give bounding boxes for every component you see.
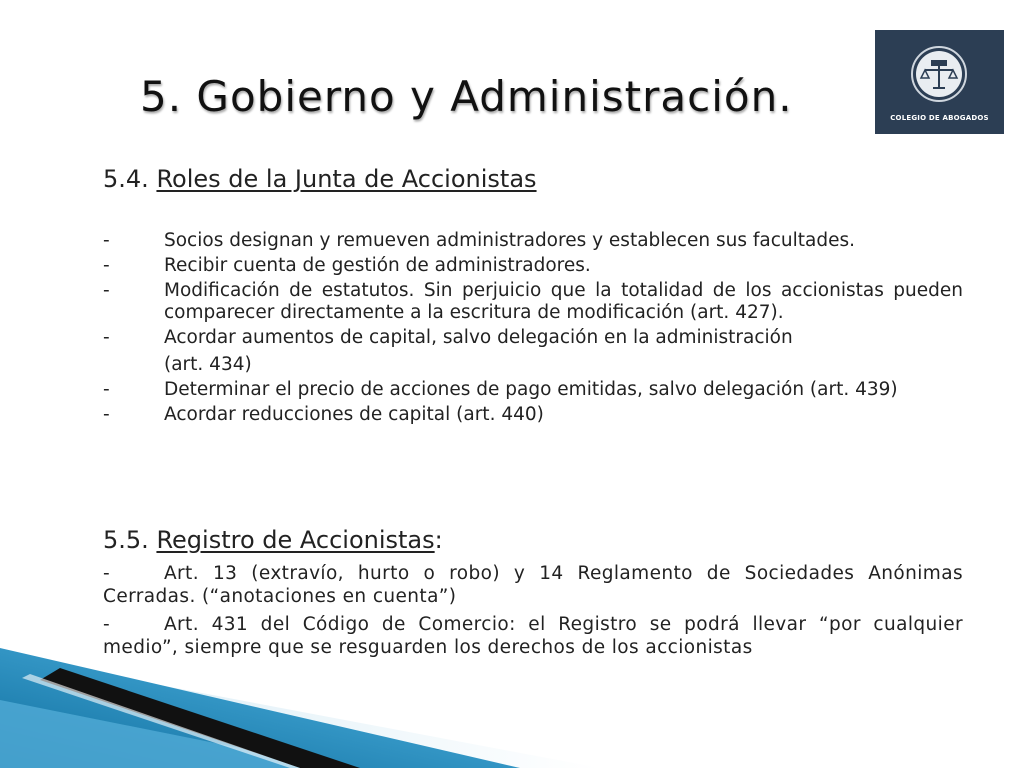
bullet-dash: - bbox=[103, 327, 110, 348]
bullet-dash: - bbox=[103, 563, 111, 584]
section-number: 5.5. bbox=[103, 526, 149, 554]
bullet-dash: - bbox=[103, 280, 110, 301]
bullet-dash: - bbox=[103, 404, 110, 425]
list-item bbox=[103, 230, 963, 252]
list-item-text: Determinar el precio de acciones de pago emitidas, salvo delegación (art. 439) bbox=[164, 379, 898, 400]
paragraph-text: Art. 431 del Código de Comercio: el Registro se podrá llevar “por cualquier medio”, siempre que se resguarden los derechos de los accionistas bbox=[103, 614, 963, 658]
logo-text: COLEGIO DE ABOGADOS bbox=[890, 114, 989, 122]
bullet-dash: - bbox=[103, 379, 110, 400]
list-item-text: Acordar aumentos de capital, salvo delegación en la administración bbox=[164, 327, 793, 348]
registro-paragraph bbox=[103, 613, 963, 659]
section-title: Roles de la Junta de Accionistas bbox=[156, 165, 537, 193]
roles-list bbox=[103, 230, 963, 429]
section-title: Registro de Accionistas bbox=[156, 526, 435, 554]
logo bbox=[875, 30, 1004, 134]
paragraph-text: Art. 13 (extravío, hurto o robo) y 14 Reglamento de Sociedades Anónimas Cerradas. (“anotaciones en cuenta”) bbox=[103, 563, 963, 607]
bullet-dash: - bbox=[103, 255, 110, 276]
section-heading-registro bbox=[103, 526, 443, 554]
list-item bbox=[103, 255, 963, 277]
slide-title: 5. Gobierno y Administración. bbox=[140, 72, 793, 121]
list-item bbox=[103, 404, 963, 426]
scales-of-justice-icon bbox=[909, 44, 969, 104]
registro-paragraph bbox=[103, 562, 963, 608]
list-item bbox=[103, 379, 963, 401]
list-item-text: Socios designan y remueven administradores y establecen sus facultades. bbox=[164, 230, 855, 251]
list-item-text: Acordar reducciones de capital (art. 440) bbox=[164, 404, 544, 425]
list-item-continuation bbox=[103, 354, 963, 376]
list-item bbox=[103, 280, 963, 324]
bullet-dash: - bbox=[103, 614, 111, 635]
bullet-dash: - bbox=[103, 230, 110, 251]
list-item bbox=[103, 327, 963, 349]
list-item-text: (art. 434) bbox=[164, 354, 252, 375]
section-heading-roles bbox=[103, 165, 537, 193]
list-item-text: Recibir cuenta de gestión de administradores. bbox=[164, 255, 591, 276]
list-item-text: Modificación de estatutos. Sin perjuicio que la totalidad de los accionistas pueden comparecer directamente a la escritura de modificación (art. 427). bbox=[164, 280, 963, 323]
section-number: 5.4. bbox=[103, 165, 149, 193]
section-title-suffix: : bbox=[434, 526, 443, 554]
